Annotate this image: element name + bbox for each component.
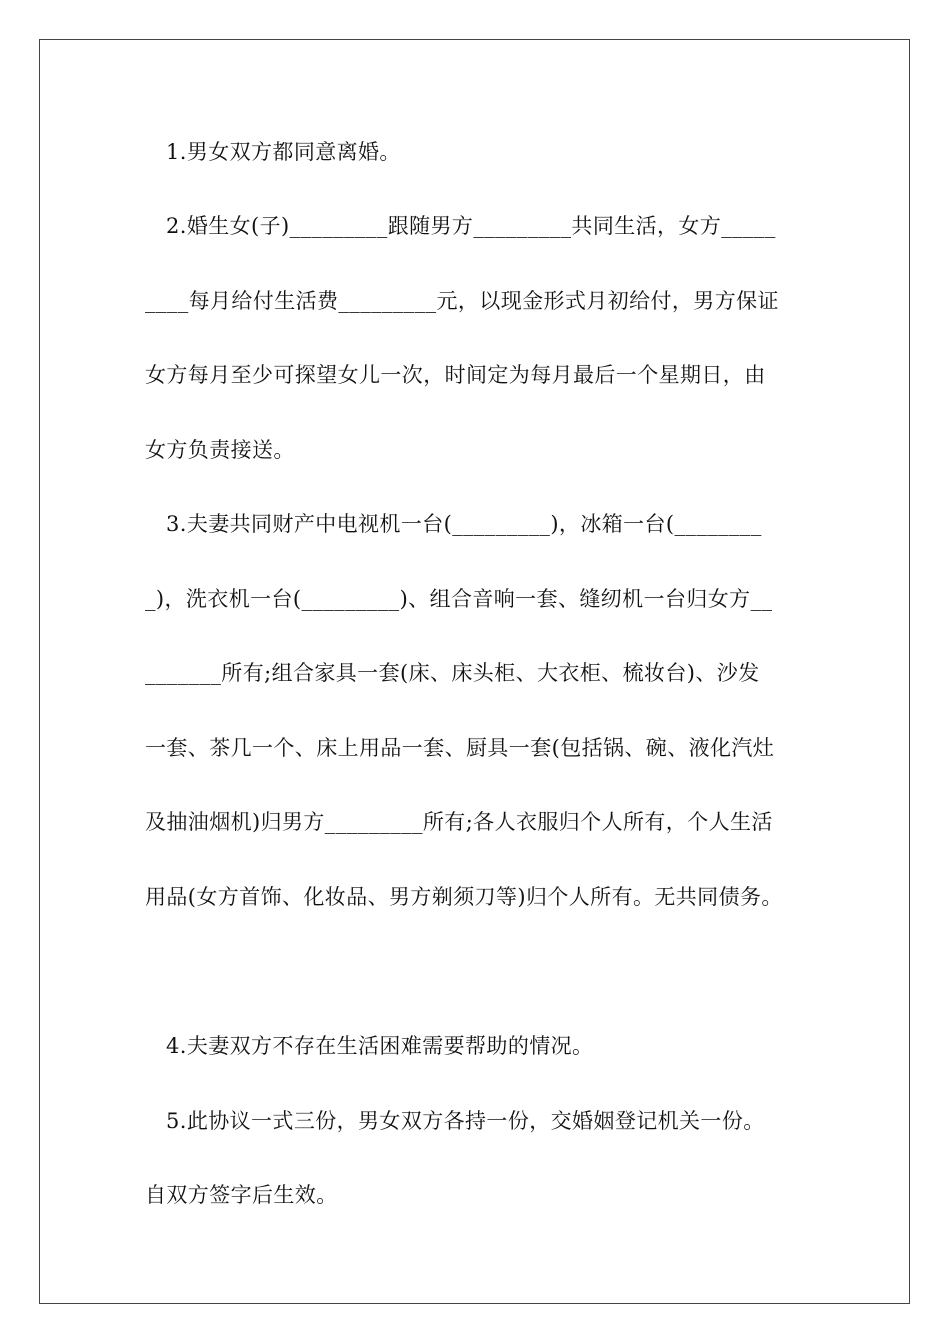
clause-4: 4.夫妻双方不存在生活困难需要帮助的情况。 <box>166 1034 594 1058</box>
clause-5-line-2: 自双方签字后生效。 <box>145 1183 338 1207</box>
clause-5-line-1: 5.此协议一式三份，男女双方各持一份，交婚姻登记机关一份。 <box>166 1109 765 1133</box>
clause-2-line-1: 2.婚生女(子)_________跟随男方_________共同生活，女方_____ <box>166 214 776 238</box>
clause-3-line-1: 3.夫妻共同财产中电视机一台(_________)，冰箱一台(________ <box>166 512 762 536</box>
clause-2-line-4: 女方负责接送。 <box>145 438 295 462</box>
clause-3-line-4: 一套、茶几一个、床上用品一套、厨具一套(包括锅、碗、液化汽灶 <box>145 736 775 760</box>
clause-3-line-3: _______所有;组合家具一套(床、床头柜、大衣柜、梳妆台)、沙发 <box>145 661 760 685</box>
clause-2-line-3: 女方每月至少可探望女儿一次，时间定为每月最后一个星期日，由 <box>145 363 766 387</box>
clause-1: 1.男女双方都同意离婚。 <box>166 140 401 164</box>
clause-3-line-2: _)，洗衣机一台(_________)、组合音响一套、缝纫机一台归女方__ <box>145 587 773 611</box>
clause-3-line-6: 用品(女方首饰、化妆品、男方剃须刀等)归个人所有。无共同债务。 <box>145 885 783 909</box>
clause-2-line-2: ____每月给付生活费_________元，以现金形式月初给付，男方保证 <box>145 289 779 313</box>
clause-3-line-5: 及抽油烟机)归男方_________所有;各人衣服归个人所有，个人生活 <box>145 810 773 834</box>
